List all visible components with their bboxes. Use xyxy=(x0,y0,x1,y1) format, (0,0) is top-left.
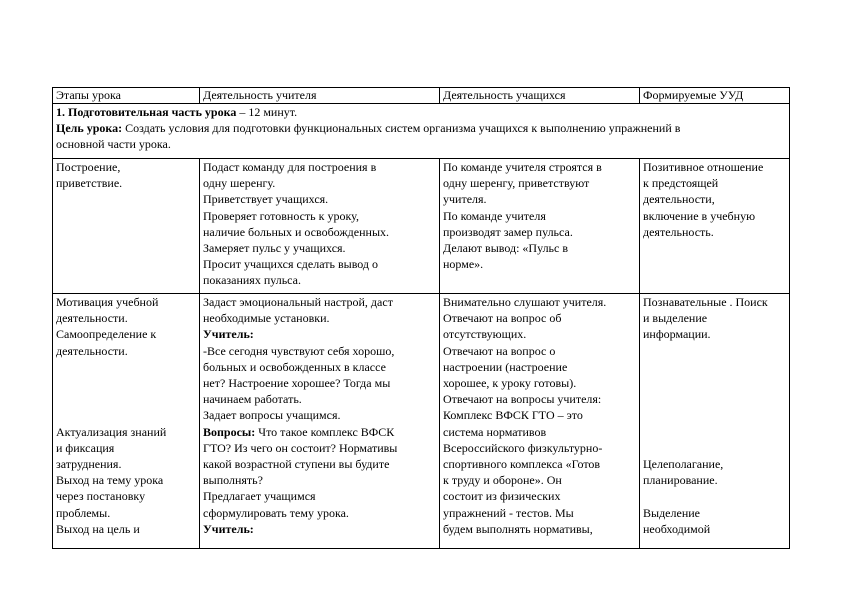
text-line: начинаем работать. xyxy=(203,392,302,407)
bold-label: 1. Подготовительная часть урока xyxy=(56,105,237,119)
text-line: Задает вопросы учащимся. xyxy=(203,408,341,423)
text-line: и выделение xyxy=(643,311,708,326)
text-line: норме». xyxy=(443,257,484,272)
students-cell xyxy=(440,294,640,549)
text-line: приветствие. xyxy=(56,176,123,191)
text-line: включение в учебную xyxy=(643,208,756,223)
spacer xyxy=(56,375,196,391)
text-line xyxy=(203,424,436,440)
text-line: -Все сегодня чувствуют себя хорошо, xyxy=(203,343,395,358)
text-line: планирование. xyxy=(643,473,718,488)
text-line: Мотивация учебной xyxy=(56,295,159,309)
text-line: через постановку xyxy=(56,489,146,504)
text-line: информации. xyxy=(643,327,711,342)
text-line: упражнений - тестов. Мы xyxy=(443,505,574,520)
stage-cell xyxy=(53,159,200,294)
teacher-label: Учитель: xyxy=(203,521,254,536)
section-row xyxy=(53,104,790,159)
text-line: отсутствующих. xyxy=(443,327,527,342)
text-line: Отвечают на вопрос о xyxy=(443,343,556,358)
text-line: к предстоящей xyxy=(643,176,719,191)
text-line: необходимой xyxy=(643,521,711,536)
text-fragment: – 12 минут. xyxy=(236,105,298,119)
text-line: Подаст команду для построения в xyxy=(203,160,377,174)
students-cell xyxy=(440,159,640,294)
header-stages: Этапы урока xyxy=(53,88,200,104)
text-line: деятельности. xyxy=(56,311,128,326)
text-line: Задаст эмоциональный настрой, даст xyxy=(203,295,393,309)
text-line: проблемы. xyxy=(56,505,111,520)
spacer xyxy=(643,391,786,407)
text-fragment: Создать условия для подготовки функциональных систем организма учащихся к выполнению упражнений в xyxy=(122,121,681,136)
text-line: Всероссийского физкультурно- xyxy=(443,440,603,455)
text-line: Отвечают на вопрос об xyxy=(443,311,562,326)
section-cell xyxy=(53,104,790,159)
text-fragment: Что такое комплекс ВФСК xyxy=(255,424,395,439)
spacer xyxy=(643,359,786,375)
spacer xyxy=(643,407,786,423)
bold-label: Цель урока: xyxy=(56,121,123,136)
text-line: хорошее, к уроку готовы). xyxy=(443,376,577,391)
lesson-plan-table xyxy=(52,87,790,549)
teacher-label: Учитель: xyxy=(203,327,254,342)
text-line: Построение, xyxy=(56,160,121,174)
questions-label: Вопросы: xyxy=(203,424,256,439)
teacher-cell xyxy=(200,159,440,294)
text-line: Замеряет пульс у учащихся. xyxy=(203,241,346,256)
text-line: Внимательно слушают учителя. xyxy=(443,295,607,309)
text-line: Выделение xyxy=(643,505,700,520)
text-line: производят замер пульса. xyxy=(443,224,573,239)
text-line: затруднения. xyxy=(56,456,122,471)
text-line: выполнять? xyxy=(203,473,263,488)
text-line: Делают вывод: «Пульс в xyxy=(443,241,569,256)
text-line: будем выполнять нормативы, xyxy=(443,521,593,536)
text-line: Комплекс ВФСК ГТО – это xyxy=(443,408,583,423)
text-line: Выход на тему урока xyxy=(56,473,164,488)
spacer xyxy=(56,407,196,423)
text-line: больных и освобожденных в классе xyxy=(203,359,386,374)
text-line: Предлагает учащимся xyxy=(203,489,316,504)
header-uud: Формируемые УУД xyxy=(640,88,790,104)
text-line: деятельности. xyxy=(56,343,128,358)
header-teacher-activity: Деятельность учителя xyxy=(200,88,440,104)
text-line: По команде учителя строятся в xyxy=(443,160,602,174)
text-line: Целеполагание, xyxy=(643,456,724,471)
table-row xyxy=(53,294,790,549)
text-line: сформулировать тему урока. xyxy=(203,505,349,520)
text-line: одну шеренгу. xyxy=(203,176,276,191)
text-line: По команде учителя xyxy=(443,208,546,223)
text-line: нет? Настроение хорошее? Тогда мы xyxy=(203,376,391,391)
text-line: Познавательные . Поиск xyxy=(643,295,768,309)
section-title xyxy=(56,104,786,120)
text-line: деятельности, xyxy=(643,192,715,207)
text-line: Отвечают на вопросы учителя: xyxy=(443,392,602,407)
spacer xyxy=(643,375,786,391)
table-row xyxy=(53,159,790,294)
text-line: спортивного комплекса «Готов xyxy=(443,457,601,472)
text-line: и фиксация xyxy=(56,440,115,455)
spacer xyxy=(643,343,786,359)
text-line: Актуализация знаний xyxy=(56,424,167,439)
text-line: Приветствует учащихся. xyxy=(203,192,329,207)
teacher-cell xyxy=(200,294,440,549)
spacer xyxy=(643,440,786,456)
section-goal-continued: основной части урока. xyxy=(56,137,171,152)
text-line: деятельность. xyxy=(643,224,714,239)
text-line: какой возрастной ступени вы будите xyxy=(203,457,390,472)
text-line: к труду и обороне». Он xyxy=(443,473,562,488)
text-line: показаниях пульса. xyxy=(203,273,301,288)
spacer xyxy=(643,488,786,504)
spacer xyxy=(56,391,196,407)
uud-cell xyxy=(640,294,790,549)
text-line: Позитивное отношение xyxy=(643,160,764,174)
header-student-activity: Деятельность учащихся xyxy=(440,88,640,104)
text-line: Выход на цель и xyxy=(56,521,140,536)
section-goal xyxy=(56,120,786,136)
text-line: Проверяет готовность к уроку, xyxy=(203,208,359,223)
text-line: наличие больных и освобожденных. xyxy=(203,224,390,239)
text-line: система нормативов xyxy=(443,424,547,439)
uud-cell xyxy=(640,159,790,294)
text-line: Самоопределение к xyxy=(56,327,157,342)
spacer xyxy=(643,424,786,440)
header-row xyxy=(53,88,790,104)
text-line: состоит из физических xyxy=(443,489,561,504)
text-line: учителя. xyxy=(443,192,487,207)
spacer xyxy=(56,359,196,375)
text-line: Просит учащихся сделать вывод о xyxy=(203,257,379,272)
text-line: настроении (настроение xyxy=(443,359,568,374)
text-line: ГТО? Из чего он состоит? Нормативы xyxy=(203,440,398,455)
stage-cell xyxy=(53,294,200,549)
text-line: одну шеренгу, приветствуют xyxy=(443,176,590,191)
text-line: необходимые установки. xyxy=(203,311,330,326)
